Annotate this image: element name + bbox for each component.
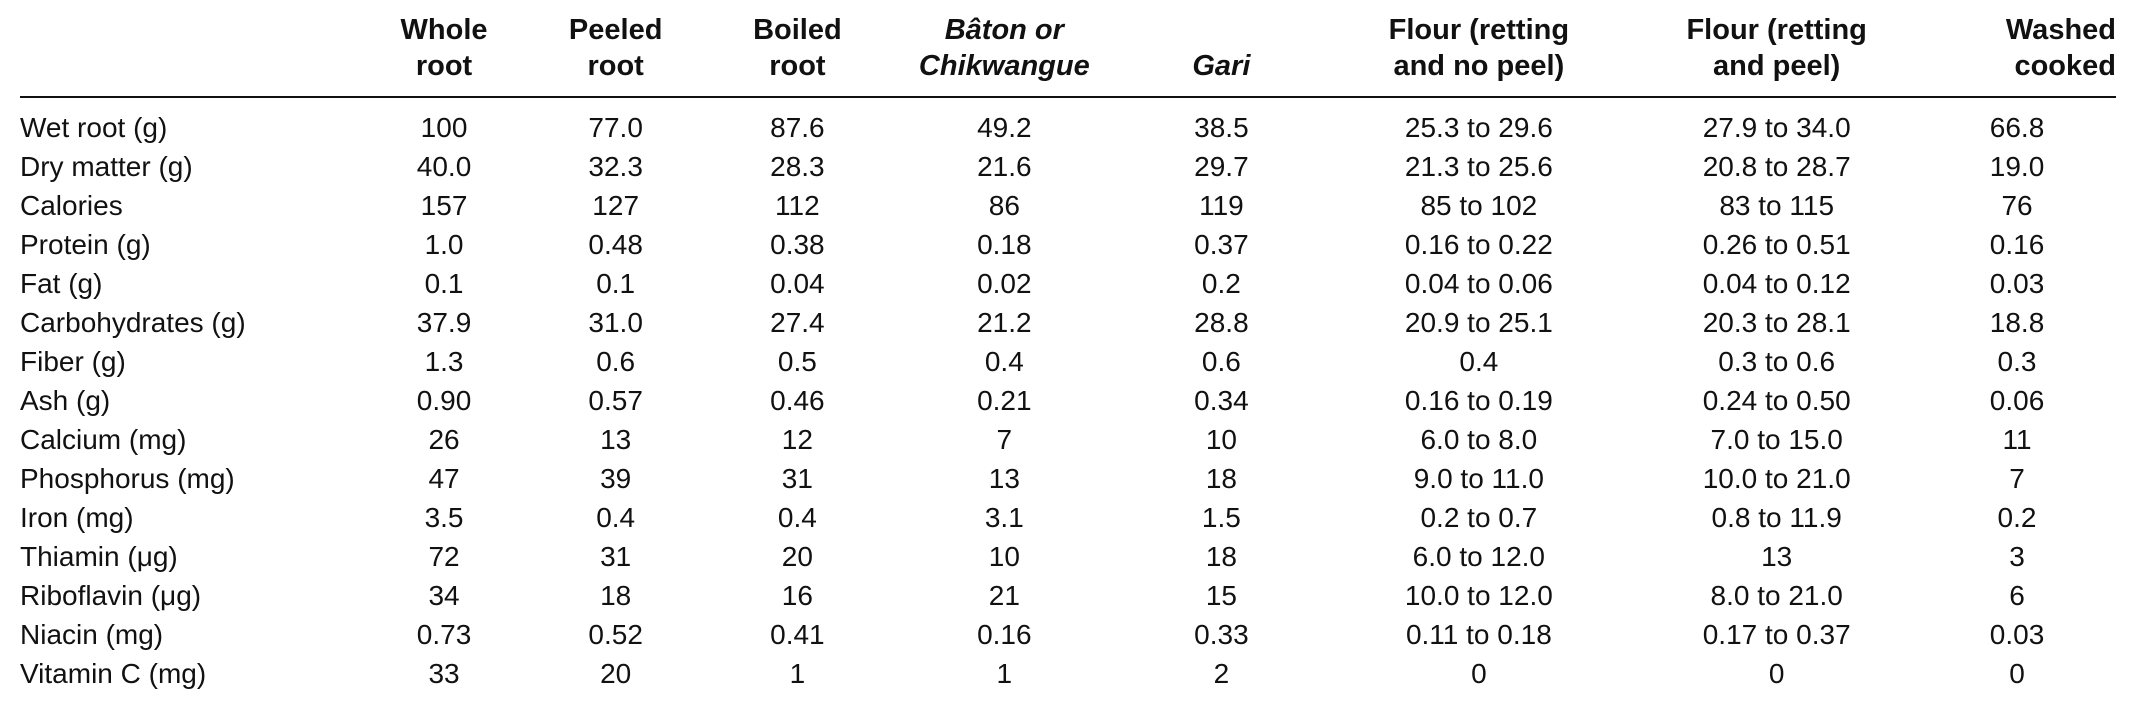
cell-washed-cooked: 11	[2002, 424, 2032, 455]
cell-boiled-root: 0.5	[777, 346, 817, 377]
cell-gari: 38.5	[1194, 112, 1249, 143]
cell-flour-retting-no-peel: 25.3 to 29.6	[1404, 112, 1553, 143]
cell-row-label: Niacin (mg)	[20, 619, 164, 650]
cell-flour-retting-peel: 7.0 to 15.0	[1710, 424, 1843, 455]
cell-whole-root: 1.3	[424, 346, 464, 377]
cell-flour-retting-peel: 0.26 to 0.51	[1702, 229, 1851, 260]
cell-peeled-root: 39	[600, 463, 632, 494]
cell-boiled-root: 1	[789, 658, 806, 689]
header-gari: Gari	[1120, 12, 1322, 97]
cell-row-label: Phosphorus (mg)	[20, 463, 235, 494]
cell-flour-retting-peel: 0.24 to 0.50	[1702, 385, 1851, 416]
table-body	[20, 97, 2116, 693]
table-row	[20, 420, 2116, 459]
cell-baton-chikwangue: 1	[996, 658, 1013, 689]
cell-whole-root: 0.1	[424, 268, 464, 299]
header-peeled-root: Peeled root	[525, 12, 707, 97]
header-flour-retting-peel: Flour (retting and peel)	[1635, 12, 1918, 97]
cell-boiled-root: 0.38	[770, 229, 825, 260]
cell-peeled-root: 127	[592, 190, 640, 221]
cell-flour-retting-no-peel: 10.0 to 12.0	[1404, 580, 1553, 611]
cell-washed-cooked: 0.2	[1997, 502, 2037, 533]
cell-washed-cooked: 66.8	[1989, 112, 2045, 143]
nutrient-table	[20, 12, 2116, 693]
cell-peeled-root: 77.0	[588, 112, 643, 143]
cell-flour-retting-peel: 20.3 to 28.1	[1702, 307, 1851, 338]
cell-gari: 119	[1199, 190, 1244, 221]
cell-row-label: Thiamin (μg)	[20, 541, 178, 572]
cell-boiled-root: 20	[781, 541, 813, 572]
cell-whole-root: 100	[420, 112, 468, 143]
table-row	[20, 186, 2116, 225]
cell-peeled-root: 32.3	[588, 151, 643, 182]
cell-whole-root: 72	[428, 541, 460, 572]
cell-boiled-root: 16	[781, 580, 813, 611]
cell-boiled-root: 31	[781, 463, 813, 494]
cell-peeled-root: 0.52	[588, 619, 643, 650]
cell-whole-root: 47	[428, 463, 460, 494]
cell-flour-retting-no-peel: 0	[1471, 658, 1487, 689]
header-whole-root: Whole root	[363, 12, 525, 97]
cell-gari: 28.8	[1194, 307, 1249, 338]
cell-peeled-root: 31	[600, 541, 632, 572]
cell-gari: 1.5	[1201, 502, 1241, 533]
cell-flour-retting-no-peel: 9.0 to 11.0	[1413, 463, 1544, 494]
cell-flour-retting-peel: 0.8 to 11.9	[1711, 502, 1842, 533]
cell-peeled-root: 0.6	[596, 346, 636, 377]
cell-flour-retting-no-peel: 6.0 to 12.0	[1412, 541, 1546, 572]
cell-washed-cooked: 0.06	[1989, 385, 2045, 416]
cell-row-label: Vitamin C (mg)	[20, 658, 207, 689]
cell-washed-cooked: 0.3	[1997, 346, 2037, 377]
cell-flour-retting-peel: 27.9 to 34.0	[1702, 112, 1851, 143]
cell-washed-cooked: 0.16	[1989, 229, 2045, 260]
cell-flour-retting-no-peel: 85 to 102	[1420, 190, 1538, 221]
cell-whole-root: 0.73	[416, 619, 472, 650]
cell-flour-retting-peel: 0.04 to 0.12	[1702, 268, 1851, 299]
cell-row-label: Riboflavin (μg)	[20, 580, 202, 611]
cell-gari: 10	[1205, 424, 1237, 455]
cell-whole-root: 26	[428, 424, 460, 455]
cell-flour-retting-peel: 20.8 to 28.7	[1702, 151, 1851, 182]
cell-washed-cooked: 19.0	[1989, 151, 2045, 182]
cell-boiled-root: 28.3	[770, 151, 825, 182]
cell-baton-chikwangue: 21	[988, 580, 1020, 611]
cell-row-label: Wet root (g)	[20, 112, 168, 143]
table-row	[20, 381, 2116, 420]
header-boiled-root: Boiled root	[707, 12, 889, 97]
cell-flour-retting-peel: 0.3 to 0.6	[1718, 346, 1836, 377]
table-row	[20, 576, 2116, 615]
cell-baton-chikwangue: 0.4	[984, 346, 1024, 377]
cell-boiled-root: 112	[775, 190, 820, 221]
cell-flour-retting-peel: 10.0 to 21.0	[1702, 463, 1851, 494]
cell-flour-retting-no-peel: 0.11 to 0.18	[1405, 619, 1552, 650]
cell-flour-retting-no-peel: 0.04 to 0.06	[1404, 268, 1553, 299]
cell-washed-cooked: 0.03	[1989, 619, 2045, 650]
cell-peeled-root: 0.57	[588, 385, 643, 416]
cell-washed-cooked: 0	[2009, 658, 2025, 689]
cell-washed-cooked: 0.03	[1989, 268, 2045, 299]
cell-boiled-root: 12	[781, 424, 813, 455]
cell-boiled-root: 0.41	[770, 619, 825, 650]
cell-gari: 18	[1205, 541, 1237, 572]
cell-washed-cooked: 6	[2009, 580, 2025, 611]
cell-baton-chikwangue: 49.2	[977, 112, 1032, 143]
cell-washed-cooked: 76	[2001, 190, 2033, 221]
cell-baton-chikwangue: 0.18	[977, 229, 1032, 260]
cell-flour-retting-no-peel: 6.0 to 8.0	[1420, 424, 1538, 455]
table-row	[20, 342, 2116, 381]
table-row	[20, 97, 2116, 147]
cell-flour-retting-no-peel: 21.3 to 25.6	[1404, 151, 1553, 182]
table-row	[20, 459, 2116, 498]
cell-baton-chikwangue: 21.2	[977, 307, 1032, 338]
cell-washed-cooked: 7	[2009, 463, 2025, 494]
cell-row-label: Ash (g)	[20, 385, 111, 416]
cell-peeled-root: 20	[600, 658, 632, 689]
cell-row-label: Calcium (mg)	[20, 424, 187, 455]
table-row	[20, 303, 2116, 342]
header-cell-label	[20, 12, 363, 97]
cell-baton-chikwangue: 0.21	[977, 385, 1032, 416]
cell-whole-root: 1.0	[424, 229, 464, 260]
cell-flour-retting-peel: 0	[1768, 658, 1785, 689]
cell-row-label: Dry matter (g)	[20, 151, 193, 182]
cell-gari: 0.6	[1201, 346, 1241, 377]
cell-row-label: Carbohydrates (g)	[20, 307, 246, 338]
cell-peeled-root: 13	[600, 424, 632, 455]
table-row	[20, 225, 2116, 264]
cell-peeled-root: 31.0	[588, 307, 643, 338]
cell-whole-root: 40.0	[416, 151, 472, 182]
cell-flour-retting-no-peel: 0.16 to 0.22	[1404, 229, 1553, 260]
cell-boiled-root: 0.46	[770, 385, 825, 416]
cell-baton-chikwangue: 86	[988, 190, 1020, 221]
table-header	[20, 12, 2116, 97]
cell-washed-cooked: 18.8	[1989, 307, 2045, 338]
cell-boiled-root: 0.4	[777, 502, 817, 533]
cell-whole-root: 3.5	[424, 502, 464, 533]
cell-peeled-root: 18	[600, 580, 632, 611]
cell-flour-retting-no-peel: 0.4	[1459, 346, 1499, 377]
cell-flour-retting-no-peel: 0.2 to 0.7	[1420, 502, 1538, 533]
cell-row-label: Fiber (g)	[20, 346, 126, 377]
header-washed-cooked: Washed cooked	[1918, 12, 2116, 97]
cell-row-label: Calories	[20, 190, 123, 221]
cell-whole-root: 33	[428, 658, 460, 689]
cell-gari: 0.33	[1194, 619, 1249, 650]
cell-peeled-root: 0.4	[596, 502, 636, 533]
cell-flour-retting-no-peel: 20.9 to 25.1	[1404, 307, 1553, 338]
cell-baton-chikwangue: 21.6	[977, 151, 1032, 182]
table-row	[20, 537, 2116, 576]
cell-peeled-root: 0.1	[596, 268, 636, 299]
cell-gari: 18	[1205, 463, 1237, 494]
table-row	[20, 654, 2116, 693]
cell-baton-chikwangue: 0.02	[977, 268, 1032, 299]
cell-baton-chikwangue: 13	[988, 463, 1020, 494]
cell-baton-chikwangue: 10	[988, 541, 1020, 572]
table-row	[20, 147, 2116, 186]
cell-boiled-root: 0.04	[770, 268, 825, 299]
cell-flour-retting-peel: 8.0 to 21.0	[1710, 580, 1843, 611]
cell-gari: 29.7	[1194, 151, 1249, 182]
cell-flour-retting-peel: 0.17 to 0.37	[1702, 619, 1851, 650]
cell-row-label: Iron (mg)	[20, 502, 134, 533]
cell-whole-root: 0.90	[416, 385, 472, 416]
table-row	[20, 498, 2116, 537]
cell-boiled-root: 27.4	[770, 307, 825, 338]
cell-baton-chikwangue: 3.1	[984, 502, 1024, 533]
cell-gari: 2	[1213, 658, 1230, 689]
cell-baton-chikwangue: 7	[996, 424, 1013, 455]
cell-flour-retting-peel: 13	[1761, 541, 1793, 572]
header-baton-chikwangue: Bâton or Chikwangue	[888, 12, 1120, 97]
cell-whole-root: 157	[420, 190, 468, 221]
table-row	[20, 615, 2116, 654]
cell-flour-retting-no-peel: 0.16 to 0.19	[1404, 385, 1553, 416]
cell-boiled-root: 87.6	[770, 112, 825, 143]
table-row	[20, 264, 2116, 303]
cell-gari: 0.34	[1194, 385, 1249, 416]
cell-whole-root: 34	[428, 580, 460, 611]
cell-flour-retting-peel: 83 to 115	[1719, 190, 1835, 221]
cell-gari: 15	[1205, 580, 1237, 611]
cell-row-label: Fat (g)	[20, 268, 103, 299]
cell-baton-chikwangue: 0.16	[977, 619, 1032, 650]
cell-washed-cooked: 3	[2009, 541, 2025, 572]
cell-whole-root: 37.9	[416, 307, 472, 338]
cell-peeled-root: 0.48	[588, 229, 643, 260]
cell-gari: 0.2	[1201, 268, 1241, 299]
cell-row-label: Protein (g)	[20, 229, 151, 260]
cell-gari: 0.37	[1194, 229, 1249, 260]
header-flour-retting-no-peel: Flour (retting and no peel)	[1322, 12, 1635, 97]
header-row	[20, 12, 2116, 97]
